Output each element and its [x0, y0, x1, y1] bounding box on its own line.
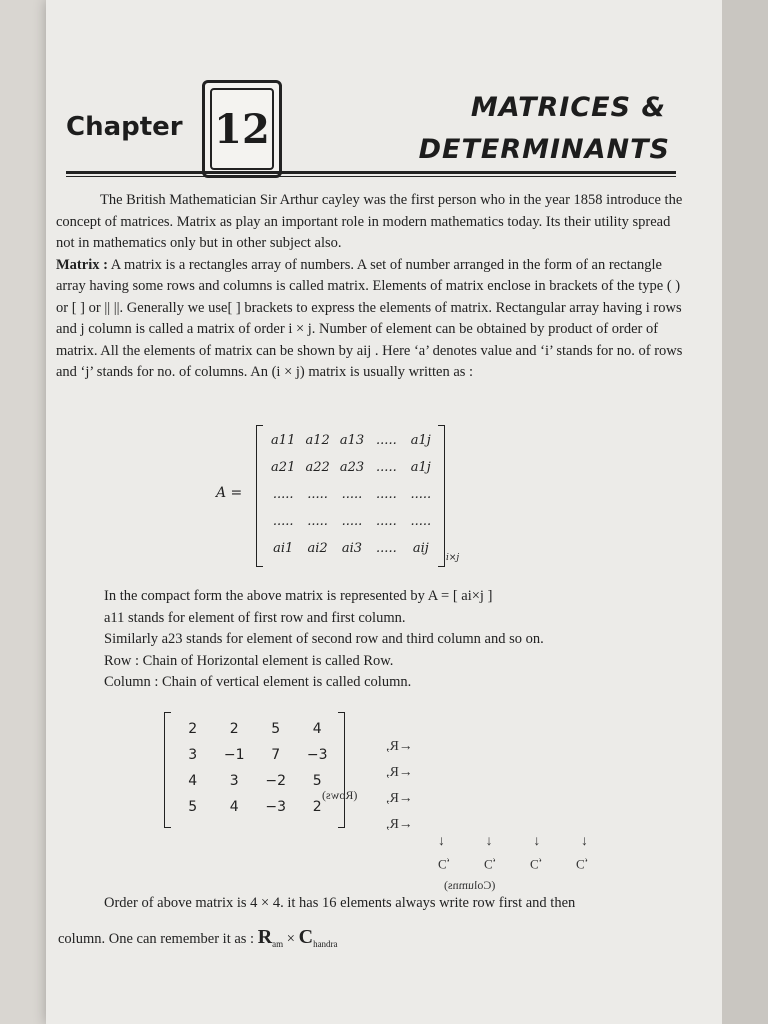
- general-matrix-a: [216, 425, 476, 565]
- column-arrow-icon: ↓: [533, 834, 541, 849]
- column-markers: [438, 856, 588, 872]
- column-marker: C,: [576, 857, 588, 872]
- matrix-a-cell: ai2: [307, 541, 328, 556]
- definition-lead: Matrix :: [56, 256, 108, 273]
- mnemonic-prefix: column. One can remember it as :: [58, 931, 255, 947]
- chapter-number-box: [202, 80, 282, 178]
- matrix-a-order: i×j: [446, 553, 460, 563]
- compact-line-1: In the compact form the above matrix is represented by A = [ ai×j ]: [104, 588, 493, 604]
- matrix-a-right-bracket: [438, 425, 445, 567]
- column-arrows: [438, 834, 588, 850]
- body-text: [56, 190, 686, 384]
- matrix-a-left-bracket: [256, 425, 263, 567]
- matrix-a-cell: .....: [410, 487, 432, 502]
- order-sentence: Order of above matrix is 4 × 4. it has 16 elements always write row first and then: [104, 895, 576, 911]
- matrix-a-cell: .....: [376, 433, 397, 448]
- column-arrow-icon: ↓: [438, 834, 445, 849]
- matrix-a-cell: .....: [410, 514, 432, 529]
- compact-line-5: Column : Chain of vertical element is called column.: [104, 674, 412, 690]
- matrix-definition-paragraph: [56, 255, 686, 384]
- rows-label: (Rows): [322, 788, 358, 802]
- example-matrix-cell: 2: [229, 721, 239, 737]
- row-marker: ←R,: [386, 765, 413, 780]
- matrix-a-cell: .....: [272, 487, 294, 502]
- example-matrix-cell: 5: [188, 799, 198, 815]
- background-surface: [722, 0, 768, 1024]
- matrix-a-cell: .....: [307, 514, 328, 529]
- column-marker: C,: [530, 857, 542, 872]
- mnemonic-c-sub: handra: [313, 939, 338, 949]
- example-matrix-right-bracket: [338, 712, 345, 828]
- matrix-a-cell: ai3: [341, 541, 363, 556]
- matrix-a-cell: a1j: [410, 433, 431, 448]
- chapter-title-line2: DETERMINANTS: [418, 134, 670, 165]
- compact-line-2: a11 stands for element of first row and first column.: [104, 609, 406, 626]
- column-marker: C,: [484, 857, 496, 872]
- intro-paragraph: The British Mathematician Sir Arthur cayley was the first person who in the year 1858 introduce the concept of matrices. Matrix as play an important role in modern mathematics today. Its their utility spread not in mathematics only but in other subject also.: [56, 192, 683, 251]
- example-matrix-cell: 5: [312, 773, 322, 789]
- matrix-a-cell: a12: [305, 433, 330, 448]
- header-rule-thin: [66, 176, 676, 177]
- example-matrix-cell: −3: [265, 799, 287, 815]
- matrix-a-cell: a21: [271, 460, 296, 475]
- example-matrix-grid: [172, 716, 338, 820]
- matrix-a-cell: .....: [376, 514, 397, 529]
- matrix-a-cell: .....: [341, 514, 363, 529]
- compact-line-4: Row : Chain of Horizontal element is called Row.: [104, 652, 394, 669]
- compact-line-3: Similarly a23 stands for element of second row and third column and so on.: [104, 631, 544, 647]
- column-marker: C,: [438, 857, 450, 872]
- matrix-a-label: A =: [216, 485, 243, 501]
- chapter-number: 12: [210, 88, 274, 170]
- example-matrix-cell: −1: [223, 747, 245, 763]
- matrix-a-grid: [266, 429, 438, 560]
- column-arrow-icon: ↓: [485, 834, 493, 849]
- mnemonic-c: C: [298, 926, 314, 948]
- compact-form-text: [104, 586, 694, 694]
- example-matrix-cell: −3: [306, 747, 328, 763]
- matrix-a-cell: .....: [341, 487, 363, 502]
- header-rule-thick: [66, 171, 676, 174]
- matrix-a-cell: aij: [412, 541, 429, 556]
- example-matrix-cell: 4: [188, 773, 198, 789]
- matrix-a-cell: .....: [307, 487, 328, 502]
- example-matrix-cell: 4: [229, 799, 239, 815]
- mnemonic-times: ×: [286, 931, 295, 947]
- example-matrix-cell: 3: [188, 747, 198, 763]
- row-marker: ←R,: [386, 791, 413, 806]
- example-matrix: [164, 712, 354, 826]
- matrix-a-cell: .....: [376, 541, 397, 556]
- matrix-a-cell: .....: [376, 487, 397, 502]
- column-arrow-icon: ↓: [580, 834, 588, 849]
- row-marker: ←R,: [386, 817, 413, 832]
- row-markers: [386, 734, 446, 838]
- definition-text: A matrix is a rectangles array of numbers. A set of number arranged in the form of an rectangle array having some rows and columns is called matrix. Elements of matrix enclose in brackets of the type ( ) or [ ] or || ||. Generally we use[ ] brackets to express the elements of matrix. Rectangular array having i rows and j column is called a matrix of order i × j. Number of element can be obtained by product of order of matrix. All the elements of matrix can be shown by aij . Here ‘a’ denotes value and ‘i’ stands for no. of rows and ‘j’ stands for no. of columns. An (i × j) matrix is usually written as :: [56, 256, 683, 380]
- matrix-a-cell: a23: [339, 460, 365, 475]
- mnemonic-r-sub: am: [272, 939, 284, 949]
- example-matrix-cell: 2: [188, 721, 198, 737]
- matrix-a-cell: a1j: [410, 460, 431, 475]
- book-page: [46, 0, 722, 1024]
- example-matrix-cell: 3: [229, 773, 239, 789]
- chapter-title-line1: MATRICES &: [470, 92, 666, 123]
- matrix-a-cell: a22: [305, 460, 330, 475]
- matrix-a-cell: .....: [272, 514, 294, 529]
- mnemonic-r: R: [257, 926, 273, 948]
- matrix-a-cell: a11: [271, 433, 296, 448]
- columns-label: (Columns): [444, 878, 496, 892]
- matrix-a-cell: .....: [376, 460, 397, 475]
- matrix-a-cell: ai1: [273, 541, 294, 556]
- chapter-label: Chapter: [66, 112, 183, 142]
- example-matrix-left-bracket: [164, 712, 171, 828]
- example-matrix-cell: 4: [312, 721, 322, 737]
- example-matrix-cell: 7: [271, 747, 281, 763]
- example-matrix-cell: 5: [271, 721, 281, 737]
- mnemonic-sentence: [58, 925, 658, 956]
- example-matrix-cell: 2: [312, 799, 322, 815]
- example-matrix-cell: −2: [265, 773, 287, 789]
- matrix-a-cell: a13: [339, 433, 365, 448]
- row-marker: ←R,: [386, 739, 413, 754]
